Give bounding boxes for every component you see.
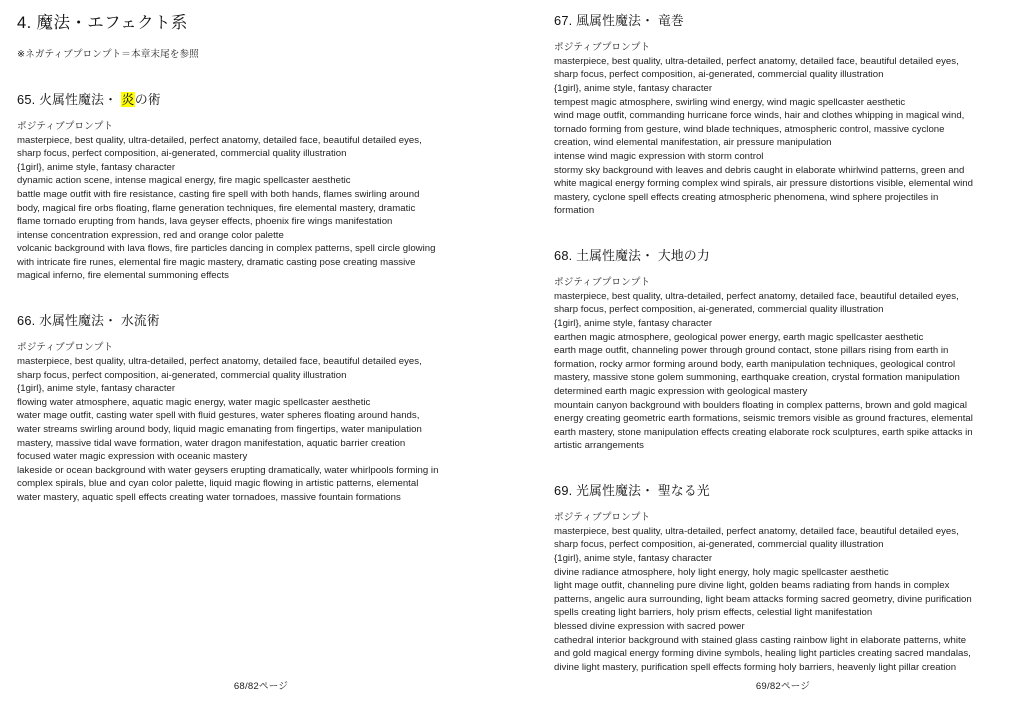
prompt-line: volcanic background with lava flows, fire particles dancing in complex patterns, spell circle glowing [17,243,436,255]
prompt-line: blessed divine expression with sacred power [554,620,745,632]
prompt-line: patterns, angelic aura surrounding, light beam attacks forming sacred geometry, divine purification [554,593,972,605]
section-65-prompt-label: ポジティブプロンプト [17,120,114,132]
section-66-prompt-body [17,355,490,505]
section-68 [554,247,1004,453]
section-66-prompt-label: ポジティブプロンプト [17,342,114,354]
prompt-line: light mage outfit, channeling pure divine light, golden beams radiating from hands in complex [554,580,950,592]
prompt-line: {1girl}, anime style, fantasy character [17,383,176,395]
prompt-line: white magical energy forming complex wind spirals, air pressure distortions visible, elemental wind [554,178,973,190]
prompt-line: creation, wind elemental manifestation, air pressure manipulation [554,137,832,149]
prompt-line: earthen magic atmosphere, geological power energy, earth magic spellcaster aesthetic [554,331,924,343]
prompt-line: divine light mastery, purification spell effects forming holy barriers, heavenly light pillar creation [554,661,957,673]
section-65-heading-highlight: 炎 [121,91,135,107]
section-66-heading [17,312,490,329]
prompt-line: with intricate fire runes, elemental fire magic mastery, dramatic casting pose creating massive [17,256,416,268]
section-65-heading-suffix: の術 [134,91,161,107]
prompt-line: intense wind magic expression with storm control [554,151,764,163]
prompt-line: {1girl}, anime style, fantasy character [554,553,713,565]
page-left-footer: 68/82ページ [233,681,289,692]
prompt-line: focused water magic expression with oceanic mastery [17,451,248,463]
page-right-footer: 69/82ページ [755,681,811,692]
prompt-line: wind mage outfit, commanding hurricane force winds, hair and clothes whipping in magical wind, [554,110,965,122]
prompt-line: battle mage outfit with fire resistance, casting fire spell with both hands, flames swirling around [17,188,420,200]
prompt-line: earth mastery, stone manipulation effects creating elaborate rock sculptures, earth spike attacks in [554,426,973,438]
prompt-line: flowing water atmosphere, aquatic magic energy, water magic spellcaster aesthetic [17,396,371,408]
prompt-line: lakeside or ocean background with water geysers erupting dramatically, water whirlpools forming in [17,464,439,476]
prompt-line: formation [554,205,595,217]
section-67-prompt-label: ポジティブプロンプト [554,42,651,54]
prompt-line: artistic arrangements [554,440,644,452]
prompt-line: dynamic action scene, intense magical energy, fire magic spellcaster aesthetic [17,175,351,187]
section-68-heading-prefix: 68. 土属性魔法・ 大地の力 [554,247,710,263]
page-right-content [554,12,1004,674]
prompt-line: sharp focus, perfect composition, ai-generated, commercial quality illustration [17,369,347,381]
prompt-line: sharp focus, perfect composition, ai-generated, commercial quality illustration [554,69,884,81]
prompt-line: complex spirals, blue and cyan color palette, liquid magic flowing in artistic patterns, elemental [17,478,419,490]
section-68-prompt-body [554,290,1004,453]
prompt-line: masterpiece, best quality, ultra-detailed, perfect anatomy, detailed face, beautiful detailed eyes, [17,355,422,367]
prompt-line: {1girl}, anime style, fantasy character [17,161,176,173]
prompt-line: mastery, cyclone spell effects creating atmospheric phenomena, wind sphere projectiles in [554,191,939,203]
prompt-line: spells creating light barriers, holy prism effects, celestial light manifestation [554,607,873,619]
prompt-line: water streams swirling around body, liquid magic emanating from fingertips, water manipulation [17,423,422,435]
section-69-prompt-label: ポジティブプロンプト [554,512,651,524]
prompt-line: sharp focus, perfect composition, ai-generated, commercial quality illustration [554,304,884,316]
prompt-line: determined earth magic expression with geological mastery [554,386,808,397]
section-66 [17,312,490,504]
prompt-line: energy creating geometric earth formations, seismic tremors visible as ground fractures, elemental [554,413,973,425]
prompt-line: water mage outfit, casting water spell with fluid gestures, water spheres floating around hands, [17,410,420,422]
prompt-line: and gold magical energy forming divine symbols, healing light particles creating sacred mandalas, [554,648,971,660]
prompt-line: water mastery, aquatic spell effects creating water tornadoes, massive fountain formations [17,491,401,503]
section-69-heading-prefix: 69. 光属性魔法・ 聖なる光 [554,482,710,498]
prompt-line: masterpiece, best quality, ultra-detailed, perfect anatomy, detailed face, beautiful detailed eyes, [554,55,959,67]
section-68-prompt-label: ポジティブプロンプト [554,277,651,289]
section-65-heading-prefix: 65. 火属性魔法・ [17,91,121,107]
section-68-heading [554,247,1004,264]
chapter-note: ※ネガティブプロンプト＝本章末尾を参照 [17,49,199,61]
prompt-line: earth mage outfit, channeling power through ground contact, stone pillars rising from earth in [554,345,949,357]
chapter-title: 4. 魔法・エフェクト系 [17,14,188,32]
prompt-line: tempest magic atmosphere, swirling wind energy, wind magic spellcaster aesthetic [554,96,906,108]
prompt-line: masterpiece, best quality, ultra-detailed, perfect anatomy, detailed face, beautiful detailed eyes, [554,290,959,302]
section-69-heading [554,482,1004,499]
section-66-heading-prefix: 66. 水属性魔法・ 水流術 [17,313,160,329]
prompt-line: masterpiece, best quality, ultra-detailed, perfect anatomy, detailed face, beautiful detailed eyes, [554,525,959,537]
section-67-prompt-body [554,55,1004,218]
section-65 [17,91,490,283]
prompt-line: mastery, massive stone golem summoning, earthquake creation, crystal formation manipulation [554,372,960,384]
prompt-line: mountain canyon background with boulders floating in complex patterns, brown and gold magical [554,399,968,411]
page-right [512,0,1024,710]
prompt-line: stormy sky background with leaves and debris caught in elaborate whirlwind patterns, green and [554,164,965,176]
prompt-line: masterpiece, best quality, ultra-detailed, perfect anatomy, detailed face, beautiful detailed eyes, [17,134,422,146]
prompt-line: flame tornado erupting from hands, lava geyser effects, phoenix fire wings manifestation [17,216,393,228]
prompt-line: intense concentration expression, red and orange color palette [17,229,284,241]
section-65-heading [17,91,490,108]
section-67-heading [554,12,1004,29]
page-left-content [17,12,490,504]
prompt-line: sharp focus, perfect composition, ai-generated, commercial quality illustration [17,148,347,160]
prompt-line: {1girl}, anime style, fantasy character [554,83,713,95]
prompt-line: tornado forming from gesture, wind blade techniques, atmospheric control, massive cyclone [554,123,945,135]
prompt-line: body, magical fire orbs floating, flame generation techniques, fire elemental mastery, dramatic [17,202,416,214]
section-67-heading-prefix: 67. 風属性魔法・ 竜巻 [554,13,684,28]
prompt-line: sharp focus, perfect composition, ai-generated, commercial quality illustration [554,539,884,551]
section-69 [554,482,1004,674]
prompt-line: {1girl}, anime style, fantasy character [554,318,713,330]
section-65-prompt-body [17,134,490,284]
prompt-line: mastery, massive tidal wave formation, water dragon manifestation, aquatic barrier creation [17,437,406,449]
prompt-line: magical inferno, fire elemental summoning effects [17,270,229,282]
section-69-prompt-body [554,525,1004,675]
prompt-line: divine radiance atmosphere, holy light energy, holy magic spellcaster aesthetic [554,566,889,578]
prompt-line: cathedral interior background with stained glass casting rainbow light in elaborate patterns, white [554,634,967,646]
section-67 [554,12,1004,218]
prompt-line: formation, rocky armor forming around body, earth manipulation techniques, geological control [554,358,956,370]
